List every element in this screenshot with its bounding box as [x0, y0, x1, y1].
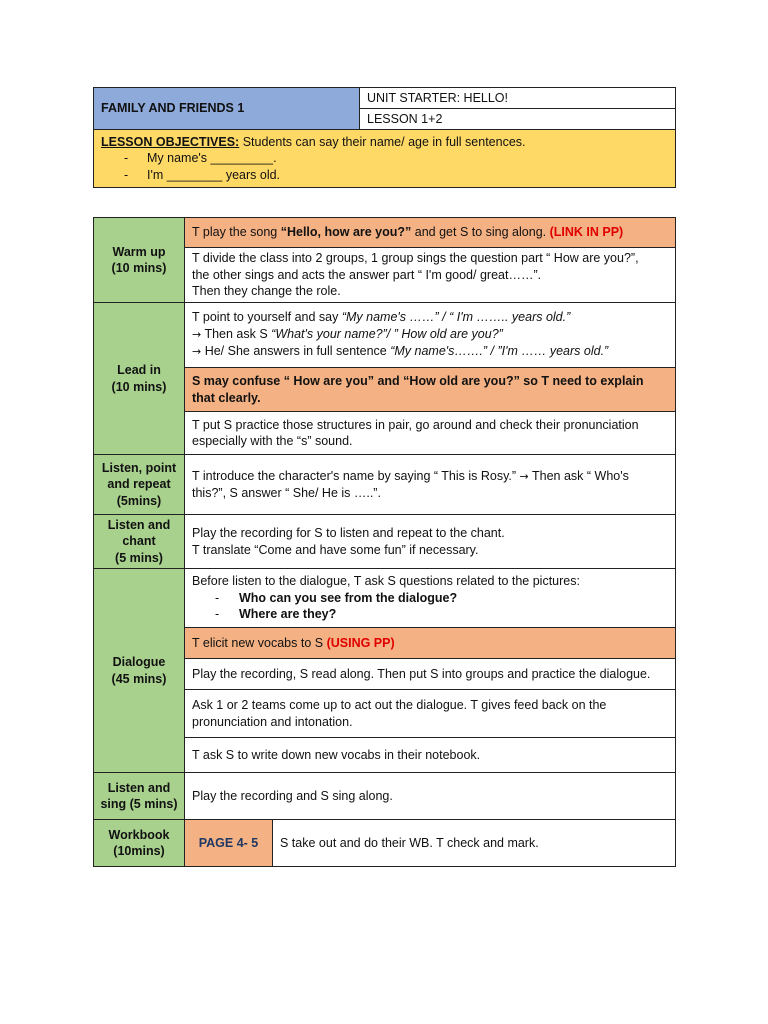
table-row: [94, 773, 676, 820]
dialogue-activity-notebook: T ask S to write down new vocabs in their notebook.: [185, 738, 676, 773]
course-title: FAMILY AND FRIENDS 1: [94, 88, 360, 130]
leadin-warning: S may confuse “ How are you” and “How old are you?” so T need to explain that clearly.: [185, 368, 676, 412]
dialogue-activity-vocab: T elicit new vocabs to S (USING PP): [185, 628, 676, 659]
leadin-activity-pairs: T put S practice those structures in pair, go around and check their pronunciation especially with the “s” sound.: [185, 412, 676, 455]
lesson-objectives: [94, 130, 676, 188]
lesson-plan-table: [93, 217, 676, 867]
listen-sing-activity: Play the recording and S sing along.: [185, 773, 676, 820]
table-row: [94, 303, 676, 368]
using-pp: (USING PP): [326, 635, 395, 650]
arrow-right-icon: →: [519, 469, 529, 483]
table-row: [94, 218, 676, 248]
link-in-pp: (LINK IN PP): [549, 225, 624, 240]
objectives-label: LESSON OBJECTIVES:: [101, 134, 240, 149]
stage-lead-in: Lead in (10 mins): [94, 303, 185, 455]
dialogue-activity-recording: Play the recording, S read along. Then put S into groups and practice the dialogue.: [185, 659, 676, 690]
list-item: - Who can you see from the dialogue?: [215, 590, 458, 605]
list-item: - Where are they?: [215, 607, 337, 622]
stage-listen-sing: Listen and sing (5 mins): [94, 773, 185, 820]
objective-item: - My name's _________.: [124, 151, 277, 166]
table-row: [94, 820, 676, 867]
workbook-activity: S take out and do their WB. T check and mark.: [273, 820, 676, 867]
table-row: [94, 569, 676, 628]
warmup-activity-groups: T divide the class into 2 groups, 1 group sings the question part “ How are you?”, the other sings and acts the answer part “ I'm good/ great……”. Then they change the role.: [185, 248, 676, 303]
stage-dialogue: Dialogue (45 mins): [94, 569, 185, 773]
stage-workbook: Workbook (10mins): [94, 820, 185, 867]
listen-chant-activity: Play the recording for S to listen and repeat to the chant. T translate “Come and have some fun” if necessary.: [185, 515, 676, 569]
unit-title: UNIT STARTER: HELLO!: [360, 88, 676, 109]
lesson-number: LESSON 1+2: [360, 109, 676, 130]
table-row: [94, 455, 676, 515]
dialogue-activity-questions: Before listen to the dialogue, T ask S questions related to the pictures: - Who can you see from the dialogue? - Where are they?: [185, 569, 676, 628]
leadin-activity-model: T point to yourself and say “My name's ……” / “ I'm …….. years old.” → Then ask S “What's your name?”/ ” How old are you?” → He/ She answers in full sentence “My name's…….” / ”I'm …… years old.”: [185, 303, 676, 368]
dialogue-activity-act-out: Ask 1 or 2 teams come up to act out the dialogue. T gives feed back on the pronunciation and intonation.: [185, 690, 676, 738]
lesson-header-table: [93, 87, 676, 188]
objective-item: - I'm ________ years old.: [124, 167, 281, 182]
objectives-line: [101, 134, 668, 151]
stage-listen-chant: Listen and chant (5 mins): [94, 515, 185, 569]
workbook-page: PAGE 4- 5: [185, 820, 273, 867]
objectives-text: Students can say their name/ age in full sentences.: [239, 134, 526, 149]
stage-warm-up: Warm up (10 mins): [94, 218, 185, 303]
arrow-right-icon: →: [192, 345, 202, 359]
warmup-activity-song: T play the song “Hello, how are you?” and get S to sing along. (LINK IN PP): [185, 218, 676, 248]
arrow-right-icon: →: [192, 327, 202, 341]
stage-listen-point-repeat: Listen, point and repeat (5mins): [94, 455, 185, 515]
listen-point-activity: T introduce the character's name by saying “ This is Rosy.” → Then ask “ Who's this?”, S answer “ She/ He is …..”.: [185, 455, 676, 515]
table-row: [94, 515, 676, 569]
